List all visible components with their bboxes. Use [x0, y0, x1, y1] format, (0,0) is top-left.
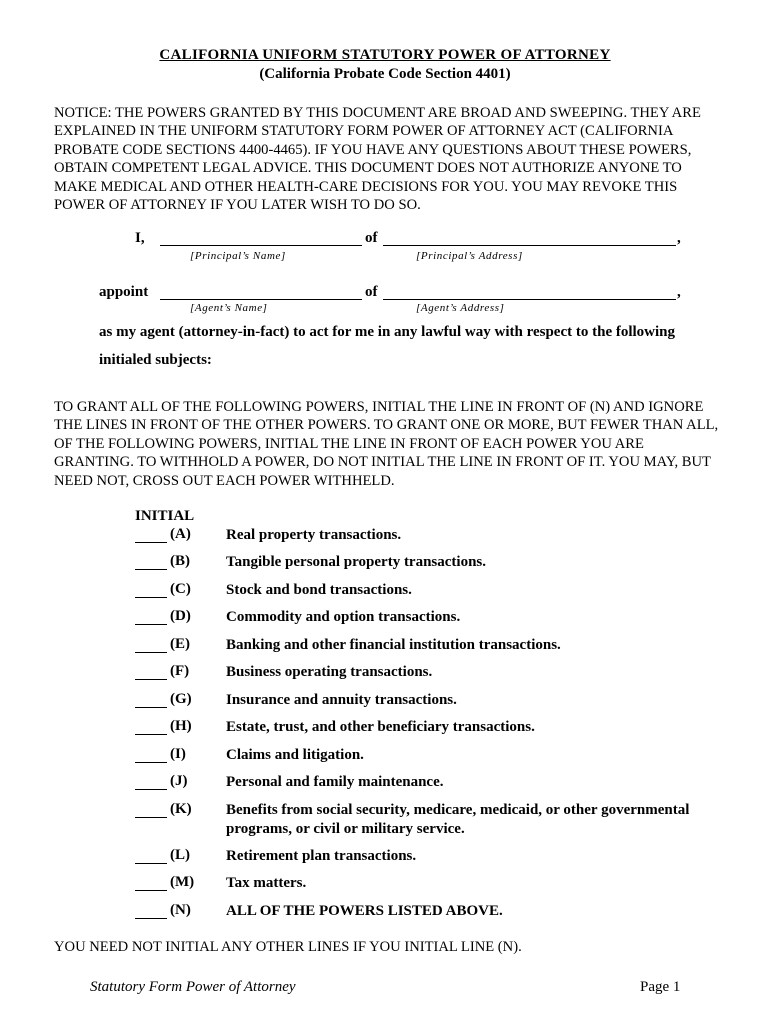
initial-blank-a[interactable]: [135, 527, 167, 543]
initial-blank-m[interactable]: [135, 875, 167, 891]
agent-address-caption: [Agent’s Address]: [416, 302, 505, 314]
initial-blank-b[interactable]: [135, 554, 167, 570]
principal-name-caption: [Principal’s Name]: [190, 250, 286, 262]
initial-blank-d[interactable]: [135, 609, 167, 625]
agent-name-field[interactable]: [160, 285, 362, 300]
power-code: (N): [170, 902, 191, 918]
power-text: Insurance and annuity transactions.: [226, 692, 457, 708]
agent-statement-line2: initialed subjects:: [99, 352, 212, 368]
power-code: (B): [170, 553, 190, 569]
power-code: (D): [170, 608, 191, 624]
footer-form-title: Statutory Form Power of Attorney: [90, 979, 296, 995]
power-text: Retirement plan transactions.: [226, 848, 417, 864]
agent-name-caption: [Agent’s Name]: [190, 302, 268, 314]
initial-blank-g[interactable]: [135, 692, 167, 708]
power-code: (K): [170, 801, 192, 817]
power-code: (H): [170, 718, 192, 734]
initial-header: INITIAL: [135, 508, 195, 524]
agent-statement-line1: as my agent (attorney-in-fact) to act for me in any lawful way with respect to the following: [99, 324, 676, 340]
power-text: ALL OF THE POWERS LISTED ABOVE.: [226, 903, 503, 919]
initial-blank-c[interactable]: [135, 582, 167, 598]
initial-blank-n[interactable]: [135, 903, 167, 919]
power-text: Business operating transactions.: [226, 664, 433, 680]
footnote: YOU NEED NOT INITIAL ANY OTHER LINES IF YOU INITIAL LINE (N).: [54, 939, 522, 955]
power-text: Stock and bond transactions.: [226, 582, 412, 598]
power-text: Benefits from social security, medicare, medicaid, or other governmental programs, or civil or military service.: [226, 802, 690, 837]
power-code: (L): [170, 847, 190, 863]
power-code: (C): [170, 581, 191, 597]
power-code: (E): [170, 636, 190, 652]
principal-name-field[interactable]: [160, 231, 362, 246]
principal-address-caption: [Principal’s Address]: [416, 250, 523, 262]
principal-address-field[interactable]: [383, 231, 676, 246]
principal-of-label: of: [365, 230, 378, 246]
initial-blank-k[interactable]: [135, 802, 167, 818]
footer-page-number: Page 1: [640, 979, 681, 995]
agent-of-label: of: [365, 284, 378, 300]
initial-blank-i[interactable]: [135, 747, 167, 763]
power-text: Claims and litigation.: [226, 747, 364, 763]
power-text: Real property transactions.: [226, 527, 402, 543]
initial-blank-h[interactable]: [135, 719, 167, 735]
initial-blank-l[interactable]: [135, 848, 167, 864]
power-code: (I): [170, 746, 186, 762]
notice-paragraph: NOTICE: THE POWERS GRANTED BY THIS DOCUMENT ARE BROAD AND SWEEPING. THEY ARE EXPLAINED IN THE UNIFORM STATUTORY FORM POWER OF ATTORNEY ACT (CALIFORNIA PROBATE CODE SECTIONS 4400-4465). IF YOU HAVE ANY QUESTIONS ABOUT THESE POWERS, OBTAIN COMPETENT LEGAL ADVICE. THIS DOCUMENT DOES NOT AUTHORIZE ANYONE TO MAKE MEDICAL AND OTHER HEALTH-CARE DECISIONS FOR YOU. YOU MAY REVOKE THIS POWER OF ATTORNEY IF YOU LATER WISH TO DO SO.: [54, 105, 701, 214]
agent-address-field[interactable]: [383, 285, 676, 300]
initial-blank-e[interactable]: [135, 637, 167, 653]
appoint-label: appoint: [99, 284, 149, 300]
power-text: Tax matters.: [226, 875, 307, 891]
power-code: (A): [170, 526, 191, 542]
power-code: (G): [170, 691, 192, 707]
initial-blank-j[interactable]: [135, 774, 167, 790]
power-text: Personal and family maintenance.: [226, 774, 444, 790]
power-text: Banking and other financial institution transactions.: [226, 637, 561, 653]
principal-label: I,: [135, 230, 145, 246]
power-text: Tangible personal property transactions.: [226, 554, 487, 570]
initial-blank-f[interactable]: [135, 664, 167, 680]
power-text: Estate, trust, and other beneficiary transactions.: [226, 719, 535, 735]
principal-comma: ,: [677, 230, 681, 246]
agent-comma: ,: [677, 284, 681, 300]
instructions-paragraph: TO GRANT ALL OF THE FOLLOWING POWERS, INITIAL THE LINE IN FRONT OF (N) AND IGNORE THE LINES IN FRONT OF THE OTHER POWERS. TO GRANT ONE OR MORE, BUT FEWER THAN ALL, OF THE FOLLOWING POWERS, INITIAL THE LINE IN FRONT OF EACH POWER YOU ARE GRANTING. TO WITHHOLD A POWER, DO NOT INITIAL THE LINE IN FRONT OF IT. YOU MAY, BUT NEED NOT, CROSS OUT EACH POWER WITHHELD.: [54, 399, 719, 489]
document-title: CALIFORNIA UNIFORM STATUTORY POWER OF ATTORNEY: [159, 47, 611, 63]
document-subtitle: (California Probate Code Section 4401): [259, 66, 511, 82]
power-text: Commodity and option transactions.: [226, 609, 461, 625]
power-code: (F): [170, 663, 190, 679]
power-code: (M): [170, 874, 195, 890]
power-code: (J): [170, 773, 188, 789]
